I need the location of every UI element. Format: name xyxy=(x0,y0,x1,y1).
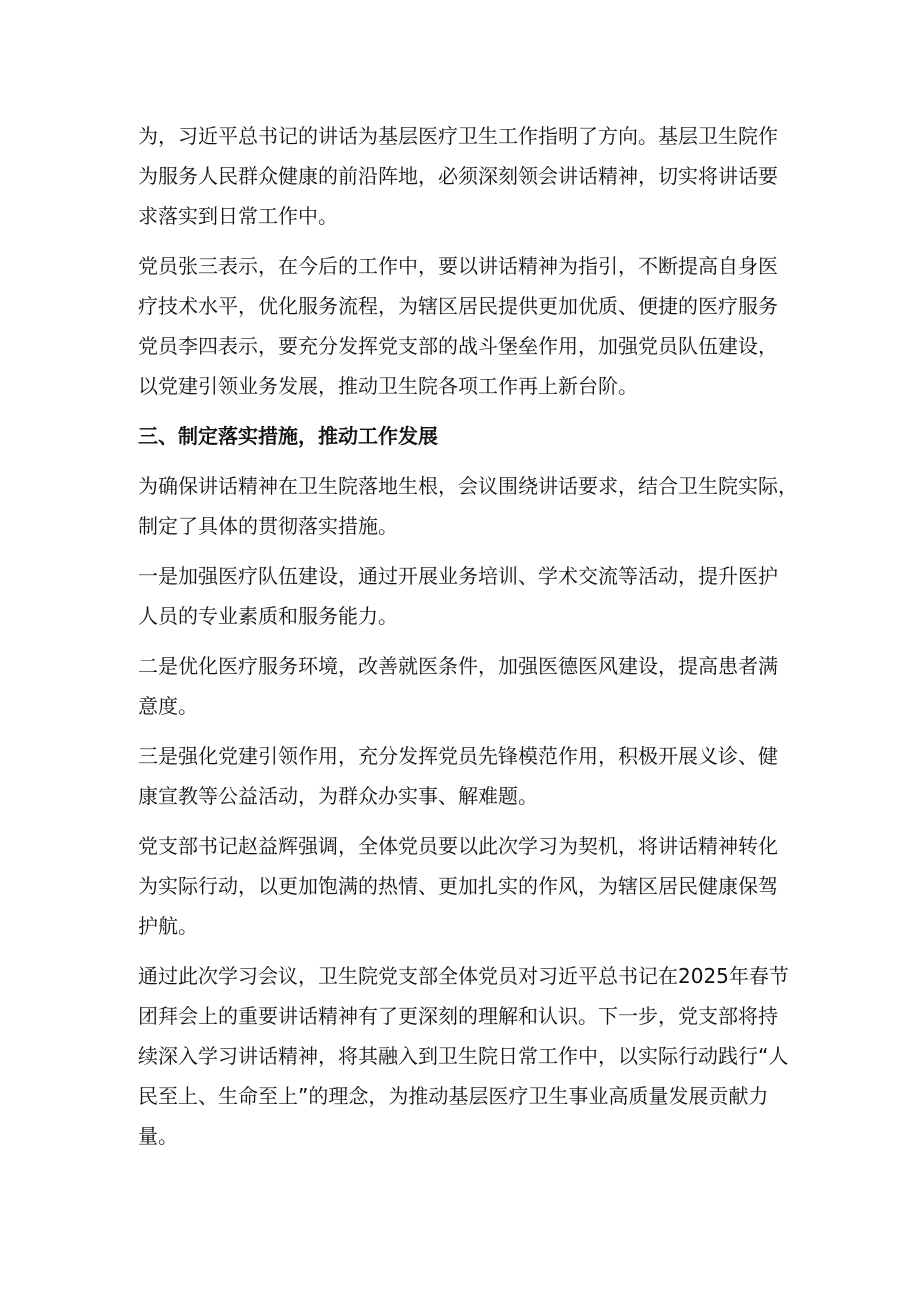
heading-text: 三、制定落实措施，推动工作发展 xyxy=(138,424,438,448)
text-line: 一是加强医疗队伍建设，通过开展业务培训、学术交流等活动，提升医护 xyxy=(138,564,778,588)
paragraph-measure-three xyxy=(138,736,802,816)
document-body xyxy=(138,116,802,1156)
text-line: 为，习近平总书记的讲话为基层医疗卫生工作指明了方向。基层卫生院作 xyxy=(138,124,778,148)
paragraph-measures-intro xyxy=(138,466,802,546)
text-line: 二是优化医疗服务环境，改善就医条件，加强医德医风建设，提高患者满 xyxy=(138,654,778,678)
text-line: 护航。 xyxy=(138,914,198,938)
paragraph-zhangsan xyxy=(138,246,802,326)
text-line: 人员的专业素质和服务能力。 xyxy=(138,604,398,628)
text-line: 三是强化党建引领作用，充分发挥党员先锋模范作用，积极开展义诊、健 xyxy=(138,744,778,768)
text-line: 团拜会上的重要讲话精神有了更深刻的理解和认识。下一步，党支部将持 xyxy=(138,1004,778,1028)
paragraph-measure-one xyxy=(138,556,802,636)
text-line: 党员张三表示，在今后的工作中，要以讲话精神为指引，不断提高自身医 xyxy=(138,254,778,278)
text-line: 党员李四表示，要充分发挥党支部的战斗堡垒作用，加强党员队伍建设， xyxy=(138,334,778,358)
text-line: 意度。 xyxy=(138,694,198,718)
text-line: 为服务人民群众健康的前沿阵地，必须深刻领会讲话精神，切实将讲话要 xyxy=(138,164,778,188)
paragraph-guidance xyxy=(138,116,802,236)
text-line: 为实际行动，以更加饱满的热情、更加扎实的作风，为辖区居民健康保驾 xyxy=(138,874,778,898)
text-line: 续深入学习讲话精神，将其融入到卫生院日常工作中，以实际行动践行“人 xyxy=(138,1044,789,1068)
text-line: 量。 xyxy=(138,1124,178,1148)
text-line: 康宣教等公益活动，为群众办实事、解难题。 xyxy=(138,784,538,808)
text-line: 党支部书记赵益辉强调，全体党员要以此次学习为契机，将讲话精神转化 xyxy=(138,834,778,858)
text-line: 为确保讲话精神在卫生院落地生根，会议围绕讲话要求，结合卫生院实际， xyxy=(138,474,798,498)
paragraph-lisi xyxy=(138,326,802,406)
text-line: 求落实到日常工作中。 xyxy=(138,204,338,228)
paragraph-measure-two xyxy=(138,646,802,726)
text-line: 民至上、生命至上”的理念，为推动基层医疗卫生事业高质量发展贡献力 xyxy=(138,1084,769,1108)
section-heading xyxy=(138,416,802,456)
text-line: 以党建引领业务发展，推动卫生院各项工作再上新台阶。 xyxy=(138,374,638,398)
paragraph-conclusion xyxy=(138,956,802,1156)
text-line: 制定了具体的贯彻落实措施。 xyxy=(138,514,398,538)
paragraph-secretary xyxy=(138,826,802,946)
text-line: 通过此次学习会议，卫生院党支部全体党员对习近平总书记在2025年春节 xyxy=(138,964,789,988)
text-line: 疗技术水平，优化服务流程，为辖区居民提供更加优质、便捷的医疗服务 xyxy=(138,294,778,318)
